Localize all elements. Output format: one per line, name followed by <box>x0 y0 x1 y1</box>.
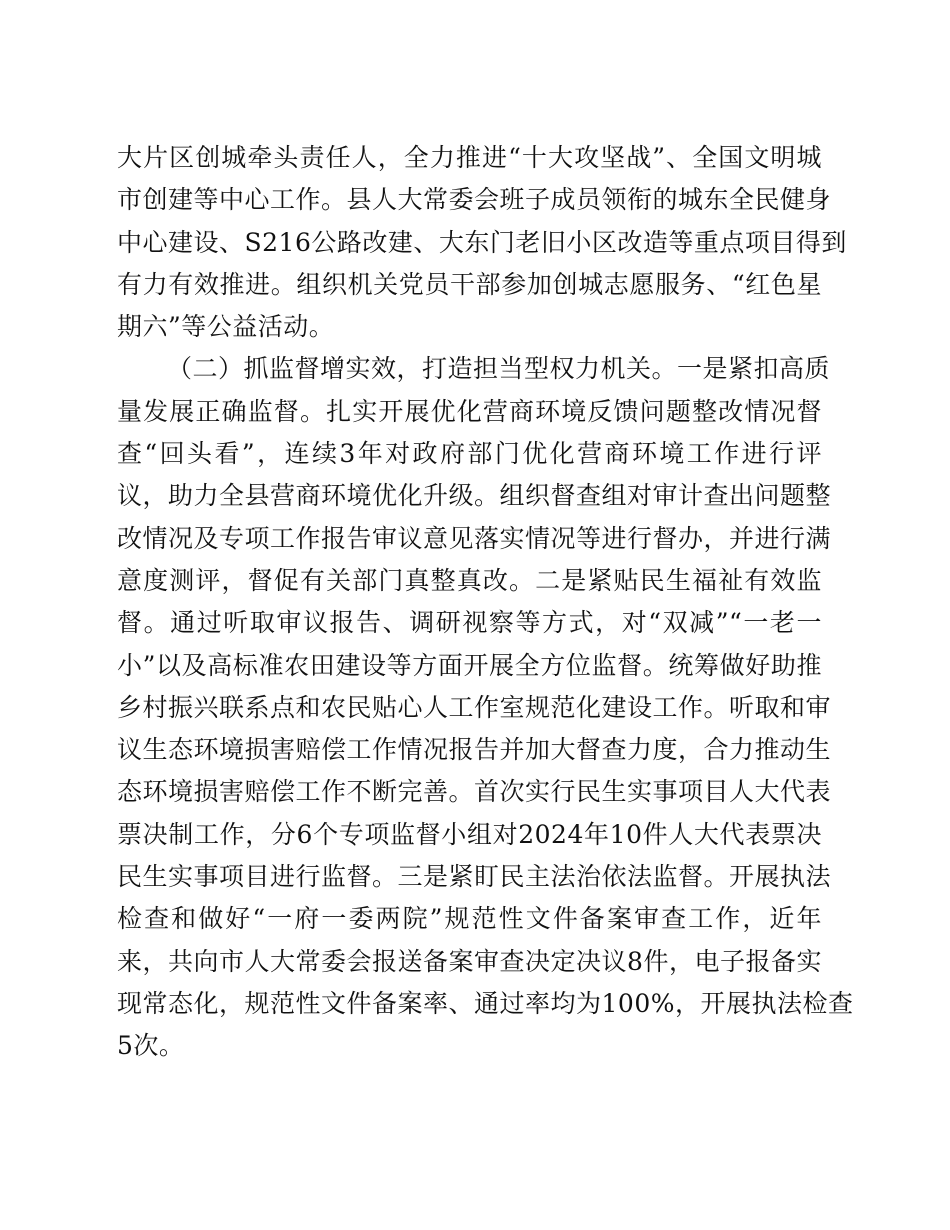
text-line: 量发展正确监督。扎实开展优化营商环境反馈问题整改情况督 <box>117 396 822 426</box>
text-line: 大片区创城牵头责任人，全力推进“十大攻坚战”、全国文明城 <box>117 143 822 172</box>
section-heading-line: （二）抓监督增实效，打造担当型权力机关。一是紧扣高质 <box>167 354 831 384</box>
text-line: 票决制工作，分6个专项监督小组对2024年10件人大代表票决 <box>117 819 822 849</box>
text-line: 检查和做好“一府一委两院”规范性文件备案审查工作，近年 <box>117 904 822 934</box>
body-text <box>117 137 854 1068</box>
text-line: 议，助力全县营商环境优化升级。组织督查组对审计查出问题整 <box>117 481 832 511</box>
text-line: 5次。 <box>117 1031 185 1061</box>
text-line: 有力有效推进。组织机关党员干部参加创城志愿服务、“红色星 <box>117 269 822 299</box>
text-line: 意度测评，督促有关部门真整真改。二是紧贴民生福祉有效监 <box>117 565 822 595</box>
text-line: 小”以及高标准农田建设等方面开展全方位监督。统筹做好助推 <box>117 650 822 680</box>
text-line: 市创建等中心工作。县人大常委会班子成员领衔的城东全民健身 <box>117 185 832 215</box>
text-line: 来，共向市人大常委会报送备案审查决定决议8件，电子报备实 <box>117 946 822 976</box>
text-line: 查“回头看”，连续3年对政府部门优化营商环境工作进行评 <box>117 439 822 469</box>
text-line: 现常态化，规范性文件备案率、通过率均为100%，开展执法检查 <box>117 988 854 1018</box>
text-line: 民生实事项目进行监督。三是紧盯民主法治依法监督。开展执法 <box>117 862 832 892</box>
text-line: 议生态环境损害赔偿工作情况报告并加大督查力度，合力推动生 <box>117 735 832 765</box>
text-line: 期六”等公益活动。 <box>117 312 335 342</box>
text-line: 改情况及专项工作报告审议意见落实情况等进行督办，并进行满 <box>117 523 832 553</box>
text-line: 态环境损害赔偿工作不断完善。首次实行民生实事项目人大代表 <box>117 777 832 807</box>
text-line: 乡村振兴联系点和农民贴心人工作室规范化建设工作。听取和审 <box>117 692 832 722</box>
text-line: 中心建设、S216公路改建、大东门老旧小区改造等重点项目得到 <box>117 227 847 257</box>
text-line: 督。通过听取审议报告、调研视察等方式，对“双减”“一老一 <box>117 608 822 638</box>
